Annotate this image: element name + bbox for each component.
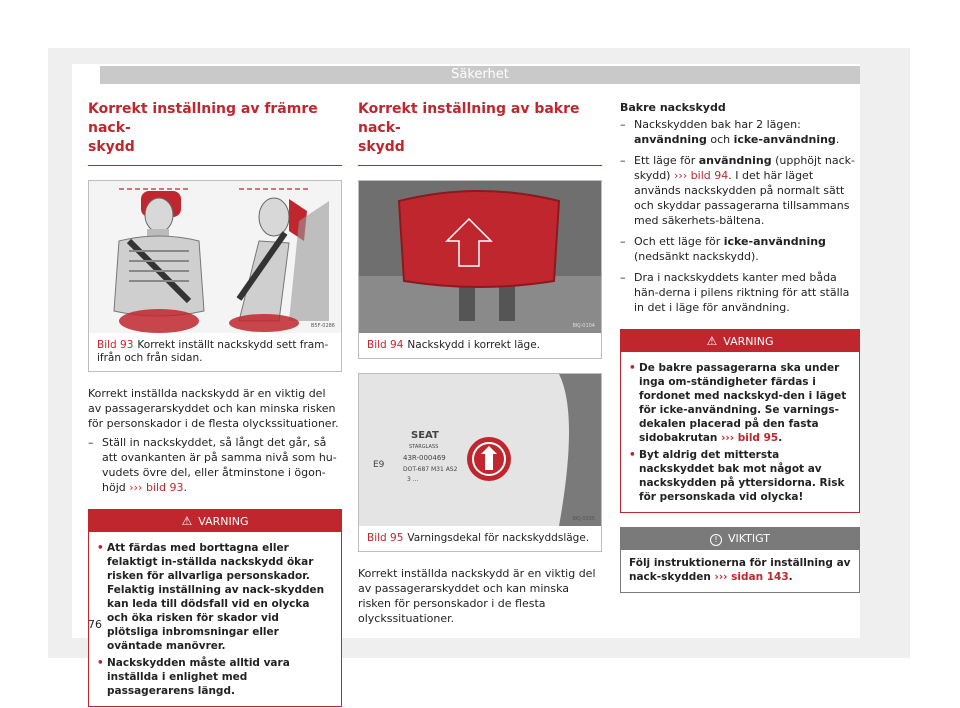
note-body: Följ instruktionerna för inställning av nack-skydden ››› sidan 143. [629,557,851,583]
figure-95 [358,373,602,552]
note-text: Följ instruktionerna för inställning av nack-skydden [629,557,851,583]
item-bold: användning [634,133,707,146]
link-sidan-143[interactable]: ››› sidan 143 [714,571,789,583]
note-header [621,528,859,550]
caption-text: Korrekt inställt nackskydd sett fram- ifrån och från sidan. [97,339,329,364]
warning-text: De bakre passagerarna ska under inga om-ständigheter färdas i fordonet med nackskyd-den i läget för icke-användning. Se varnings-dekalen placerad på den fasta sidobakrutan [639,362,847,444]
item-bold: icke-användning [733,133,836,146]
link-bild-95[interactable]: ››› bild 95 [721,432,779,444]
warning-box-front [88,509,342,707]
rear-item-4: – Dra i nackskyddets kanter med båda hän-derna i pilens riktning för att ställa in det i läge för användning. [620,271,850,314]
figure-code: B5F-0286 [310,323,335,329]
figure-93-caption [89,333,341,371]
figure-number: Bild 93 [97,339,134,351]
figure-number: Bild 95 [367,532,404,544]
warning-title: VARNING [198,515,249,528]
sticker-e9: E9 [373,460,385,470]
warning-triangle-icon: ⚠ [706,334,718,348]
caption-text: Nackskydd i korrekt läge. [407,339,541,351]
page-number: 76 [88,618,102,631]
section-header: Säkerhet [100,66,860,84]
figure-code: BKJ-0104 [572,323,595,329]
item-text: (nedsänkt nackskydd). [634,250,759,263]
column-front-headrest [88,100,342,707]
rear-item-3: – Och ett läge för icke-användning (nedsänkt nackskydd). [620,235,826,263]
item-bold: icke-användning [723,235,826,248]
figure-code: BKJ-0035 [572,516,595,522]
figure-95-image [359,374,601,526]
headrest-skeleton-illustration [89,181,341,333]
instruction-text: Ställ in nackskyddet, så långt det går, så att ovankanten är på samma nivå som hu-vudets övre del, eller åtminstone i ögon-höjd [102,436,337,494]
section-heading-rear [358,100,602,166]
warning-text: Att färdas med borttagna eller felaktigt in-ställda nackskydd ökar risken för allvarliga personskador. Felaktig inställning av nack-skydden kan leda till dödsfall vid en olycka och öka risken för skador vid plötsliga inbromsningar eller oväntade manövrer. [107,542,325,652]
column-rear-details [620,100,860,593]
heading-text: Korrekt inställning av bakre nack- skydd [358,101,580,155]
item-text: Dra i nackskyddets kanter med båda hän-derna i pilens riktning för att ställa in det i läge för användning. [634,271,850,314]
section-heading-front [88,100,342,166]
item-bold: användning [698,154,772,167]
figure-95-caption [359,526,601,551]
warning-bullet: • De bakre passagerarna ska under inga om-ständigheter färdas i fordonet med nackskyd-den i läget för icke-användning. Se varnings-dekalen placerad på den fasta sidobakrutan ››› bild 95. [629,362,847,444]
figure-93 [88,180,342,372]
warning-triangle-icon: ⚠ [181,514,193,528]
warning-body [89,532,341,706]
rear-item-1: – Nackskydden bak har 2 lägen: användning och icke-användning. [620,118,840,146]
figure-94-caption [359,333,601,358]
heading-text: Korrekt inställning av främre nack- skydd [88,101,318,155]
sticker-dot: DOT-687 M31 AS2 [403,466,458,473]
window-sticker-photo [359,374,601,526]
warning-bullet: • Nackskydden måste alltid vara inställda i enlighet med passagerarens längd. [97,657,290,697]
figure-number: Bild 94 [367,339,404,351]
figure-93-image [89,181,341,333]
warning-header [621,330,859,352]
link-bild-93[interactable]: ››› bild 93 [129,481,184,494]
paragraph-intro-front: Korrekt inställda nackskydd är en viktig del av passagerarskyddet och kan minska risken för personskador i de flesta olyckssituationer. [88,387,339,430]
warning-bullet: • Byt aldrig det mittersta nackskyddet bak mot något av nackskydden på yttersidorna. Risk för personskada vid olycka! [629,449,845,503]
figure-94 [358,180,602,359]
sticker-3: 3 ... [407,476,419,483]
item-text: (upphöjt nack-skydd) [634,154,856,182]
warning-bullet: • Att färdas med borttagna eller felaktigt in-ställda nackskydd ökar risken för allvarliga personskador. Felaktig inställning av nack-skydden kan leda till dödsfall vid en olycka och öka risken för skador vid plötsliga inbromsningar eller oväntade manövrer. [97,542,325,652]
column-rear-headrest [358,100,602,626]
caption-text: Varningsdekal för nackskyddsläge. [407,532,590,544]
warning-text: Nackskydden måste alltid vara inställda i enlighet med passagerarens längd. [107,657,290,697]
info-circle-icon: ! [710,534,722,546]
sticker-code: 43R-000469 [403,454,446,462]
sticker-brand: SEAT [411,430,439,441]
rear-headrest-photo [359,181,601,333]
rear-headrest-title: Bakre nackskydd [620,101,726,114]
link-bild-94[interactable]: ››› bild 94 [673,169,729,182]
warning-title: VARNING [723,335,774,348]
item-text: . I det här läget används nackskydden på normalt sätt och skyddar passagerarna tillsammans med säkerhets-bältena. [634,169,850,227]
warning-body [621,352,859,512]
item-text: och [710,133,731,146]
warning-header [89,510,341,532]
item-text: Nackskydden bak har 2 lägen: [634,118,801,131]
figure-94-image [359,181,601,333]
instruction-item: – Ställ in nackskyddet, så långt det går, så att ovankanten är på samma nivå som hu-vudets övre del, eller åtminstone i ögon-höjd ››› bild 93. [88,436,337,494]
rear-item-2: – Ett läge för användning (upphöjt nack-skydd) ››› bild 94. I det här läget används nackskydden på normalt sätt och skyddar passagerarna tillsammans med säkerhets-bältena. [620,154,856,227]
item-text: Ett läge för [634,154,696,167]
warning-text: Byt aldrig det mittersta nackskyddet bak mot något av nackskydden på yttersidorna. Risk för personskada vid olycka! [639,449,845,503]
paragraph-intro-rear: Korrekt inställda nackskydd är en viktig del av passagerarskyddet och kan minska risken för personskador i de flesta olyckssituationer. [358,567,596,625]
note-box [620,527,860,593]
note-title: VIKTIGT [728,532,770,545]
dash-marker: – [88,436,94,449]
sticker-glass: STARGLASS [409,444,439,450]
item-text: Och ett läge för [634,235,721,248]
warning-box-rear [620,329,860,513]
